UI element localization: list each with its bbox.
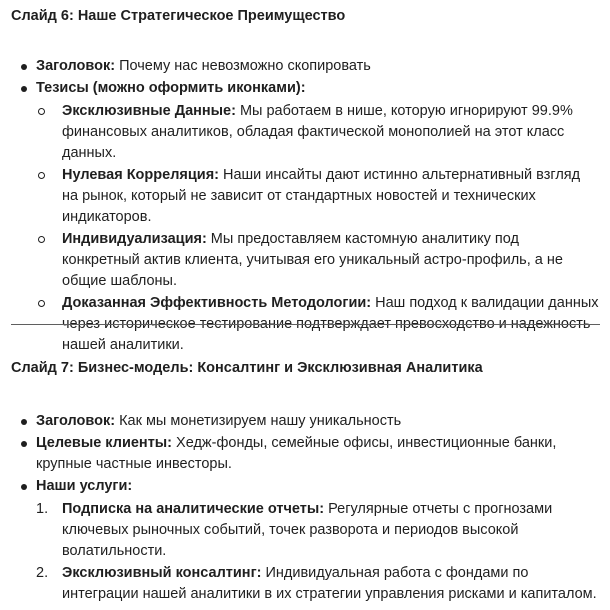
service-text: Регулярные отчеты с прогнозами ключевых рыночных событий, точек разворота и периодов высокой волатильности. (62, 501, 553, 559)
thesis-item (36, 101, 600, 164)
thesis-label: Индивидуализация: (62, 231, 207, 247)
list-item-clients (14, 433, 600, 475)
item-label: Тезисы (можно оформить иконками): (36, 80, 306, 96)
service-text: Индивидуальная работа с фондами по интеграции нашей аналитики в их стратегии управления рисками и капиталом. (62, 565, 597, 602)
service-number: 2. (36, 565, 49, 581)
item-label: Заголовок: (36, 58, 116, 74)
slide-6-title: Слайд 6: Наше Стратегическое Преимущество (11, 8, 346, 24)
thesis-item (36, 165, 600, 228)
thesis-text: Наш подход к валидации данных через историческое тестирование подтверждает превосходство и надежность нашей аналитики. (62, 295, 599, 353)
thesis-text: Наши инсайты дают истинно альтернативный взгляд на рынок, который не зависит от стандартных новостей и технических индикаторов. (62, 167, 581, 225)
list-item-theses (14, 78, 600, 356)
list-item-heading (14, 411, 600, 432)
service-label: Подписка на аналитические отчеты: (62, 501, 325, 517)
slide-7-list (14, 411, 600, 606)
thesis-label: Нулевая Корреляция: (62, 167, 219, 183)
thesis-text: Мы предоставляем кастомную аналитику под конкретный актив клиента, учитывая его уникальный астро-профиль, а не общие шаблоны. (62, 231, 563, 289)
services-list (36, 499, 600, 605)
item-label: Целевые клиенты: (36, 435, 173, 451)
item-text: Как мы монетизируем нашу уникальность (115, 413, 402, 429)
thesis-text: Мы работаем в нише, которую игнорируют 99.9% финансовых аналитиков, обладая фактической монополией на этот класс данных. (62, 103, 573, 161)
section-divider (11, 324, 600, 325)
theses-list (36, 101, 600, 356)
thesis-label: Доказанная Эффективность Методологии: (62, 295, 372, 311)
slide-7-title: Слайд 7: Бизнес-модель: Консалтинг и Эксклюзивная Аналитика (11, 360, 483, 376)
service-item (36, 563, 600, 605)
list-item-services (14, 476, 600, 605)
service-label: Эксклюзивный консалтинг: (62, 565, 262, 581)
service-item (36, 499, 600, 562)
thesis-item (36, 229, 600, 292)
item-text: Хедж-фонды, семейные офисы, инвестиционные банки, крупные частные инвесторы. (36, 435, 557, 472)
thesis-label: Эксклюзивные Данные: (62, 103, 236, 119)
slide-6-list (14, 56, 600, 357)
list-item-heading (14, 56, 600, 77)
item-label: Заголовок: (36, 413, 116, 429)
item-text: Почему нас невозможно скопировать (115, 58, 371, 74)
item-label: Наши услуги: (36, 478, 133, 494)
service-number: 1. (36, 501, 49, 517)
